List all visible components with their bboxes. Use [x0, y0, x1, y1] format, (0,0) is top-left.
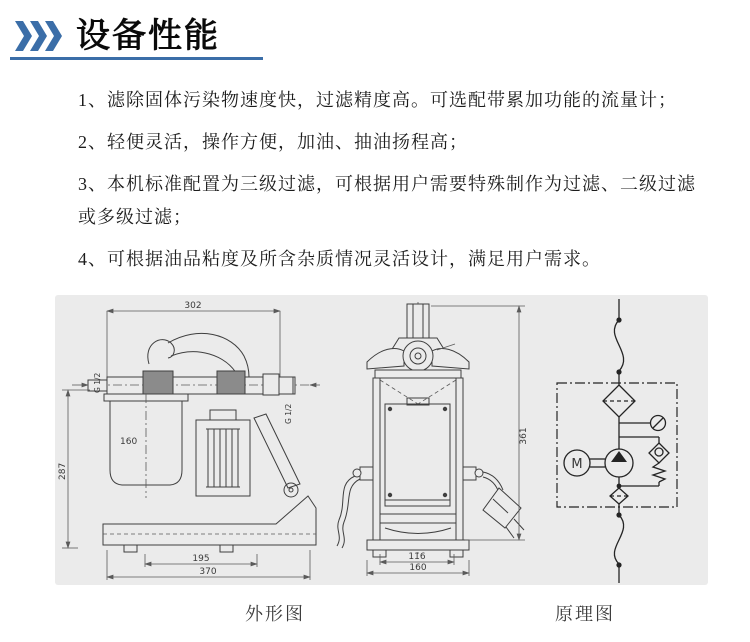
hose-left [337, 476, 360, 548]
hydraulic-schematic [547, 295, 705, 585]
page-title: 设备性能 [76, 17, 220, 55]
dimension-label: 370 [199, 567, 217, 577]
title-underline [10, 57, 263, 60]
thread-label: G 1/2 [93, 372, 102, 393]
motor-body [196, 410, 250, 496]
base-plate [103, 496, 316, 552]
inlet-port [353, 467, 373, 480]
feature-item-4: 4、可根据油品粘度及所含杂质情况灵活设计，满足用户需求。 [78, 249, 601, 269]
front-view-drawing [333, 298, 533, 583]
filter-cup [104, 394, 188, 498]
hose-symbol-top [614, 299, 623, 385]
dimension-label: 160 [409, 563, 427, 573]
outlet-port [463, 467, 483, 480]
side-view-drawing [58, 298, 333, 583]
dimension-label: 160 [120, 437, 138, 447]
thread-label: G 1/2 [284, 403, 293, 424]
feature-item-2: 2、轻便灵活，操作方便，加油、抽油扬程高； [78, 132, 468, 152]
lifting-post [367, 304, 469, 371]
caption-schematic: 原理图 [555, 604, 615, 624]
pressure-gauge-symbol [619, 416, 666, 431]
machine-body [373, 370, 463, 540]
handle [148, 333, 249, 377]
figure-panel [55, 295, 708, 585]
support-arm [254, 414, 300, 497]
motor-symbol [564, 450, 590, 476]
power-cable-and-plug [483, 472, 524, 538]
feature-item-3: 3、本机标准配置为三级过滤，可根据用户需要特殊制作为过滤、二级过滤或多级过滤； [78, 174, 696, 227]
triple-chevron-icon [15, 21, 67, 51]
dimension-label: 361 [519, 427, 529, 445]
filter-symbol-outlet [610, 488, 628, 504]
pipe-assembly [72, 371, 320, 395]
dimension-label: 116 [408, 552, 426, 562]
dimension-label: 287 [58, 462, 68, 480]
feature-list [78, 84, 698, 285]
pump-symbol [590, 449, 633, 477]
feature-item-1: 1、滤除固体污染物速度快，过滤精度高。可选配带累加功能的流量计； [78, 90, 677, 110]
caption-side-view: 外形图 [245, 604, 305, 624]
motor-label: M [571, 457, 583, 472]
hose-symbol-bottom [614, 504, 623, 583]
filter-symbol-main [603, 385, 635, 417]
dimension-label: 195 [192, 554, 210, 564]
dimension-label: 302 [184, 301, 202, 311]
